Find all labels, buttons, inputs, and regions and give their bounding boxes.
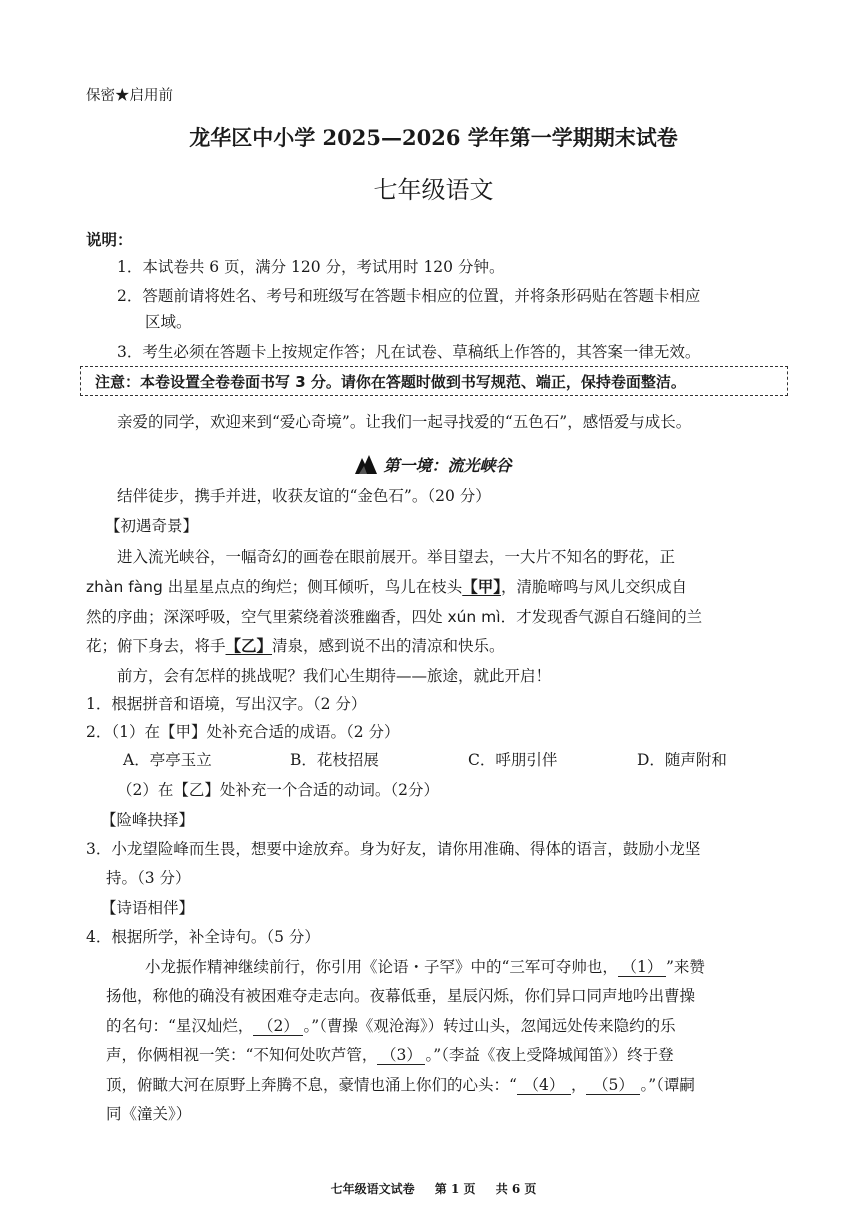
option-b: B．花枝招展	[290, 751, 379, 769]
instruction-item-3: 3．考生必须在答题卡上按规定作答；凡在试卷、草稿纸上作答的，其答案一律无效。	[117, 343, 701, 361]
confidential-label: 保密★启用前	[86, 88, 173, 104]
instruction-item-2-cont: 区域。	[145, 313, 192, 331]
instruction-item-1: 1．本试卷共 6 页，满分 120 分，考试用时 120 分钟。	[117, 258, 505, 276]
subsection-peak-choice: 【险峰抉择】	[101, 811, 195, 829]
passage-text: ．才发现香气源自石缝间的兰	[500, 608, 703, 626]
blank-marker-jia: 【甲】	[462, 577, 502, 596]
blank-marker-yi: 【乙】	[225, 636, 273, 655]
pinyin-zhanfang: zhàn fàng	[86, 578, 163, 596]
passage-line-4	[86, 634, 505, 656]
footer-exam-name: 七年级语文试卷	[330, 1182, 415, 1196]
passage-line-5: 前方，会有怎样的挑战呢？我们心生期待——旅途，就此开启！	[117, 667, 552, 685]
exam-title: 龙华区中小学 2025—2026 学年第一学期期末试卷	[189, 125, 678, 150]
instructions-heading: 说明：	[86, 230, 133, 249]
passage-line-1: 进入流光峡谷，一幅奇幻的画卷在眼前展开。举目望去，一大片不知名的野花，正	[117, 548, 676, 566]
question-1: 1．根据拼音和语境，写出汉字。（2 分）	[86, 695, 367, 713]
option-c: C．呼朋引伴	[468, 751, 558, 769]
passage-line-3	[86, 605, 702, 627]
poem-line-2: 扬他，称他的确没有被困难夺走志向。夜幕低垂，星辰闪烁，你们异口同声地吟出曹操	[106, 987, 696, 1005]
greeting: 亲爱的同学，欢迎来到“爱心奇境”。让我们一起寻找爱的“五色石”，感悟爱与成长。	[117, 413, 692, 431]
passage-text: 小龙振作精神继续前行，你引用《论语・子罕》中的“三军可夺帅也，	[145, 958, 618, 976]
answer-blank-5: （5）	[586, 1077, 640, 1095]
answer-blank-4: （4）	[517, 1077, 571, 1095]
poem-line-4	[106, 1043, 674, 1065]
pinyin-xunmi: xún mì	[447, 608, 501, 626]
subsection-poetry: 【诗语相伴】	[101, 899, 195, 917]
footer-page-number: 第 1 页	[434, 1182, 476, 1196]
page-footer	[0, 1180, 867, 1197]
poem-line-3	[106, 1014, 676, 1036]
notice-box	[80, 366, 788, 396]
passage-text: ”来赞	[665, 958, 705, 976]
exam-subtitle: 七年级语文	[373, 176, 494, 204]
option-d: D．随声附和	[637, 751, 727, 769]
footer-total-pages: 共 6 页	[495, 1182, 537, 1196]
poem-line-5	[106, 1073, 695, 1095]
poem-line-1	[145, 955, 705, 977]
notice-text: 注意：本卷设置全卷卷面书写 3 分。请你在答题时做到书写规范、端正，保持卷面整洁。	[95, 373, 686, 391]
passage-text: 的名句：“星汉灿烂，	[106, 1017, 254, 1035]
answer-blank-2: （2）	[253, 1018, 303, 1036]
question-4: 4．根据所学，补全诗句。（5 分）	[86, 928, 320, 946]
mountain-icon	[355, 454, 377, 474]
section-title: 第一境：流光峡谷	[383, 456, 512, 475]
answer-blank-3: （3）	[377, 1047, 425, 1065]
section-intro: 结伴徒步，携手并进，收获友谊的“金色石”。（20 分）	[117, 487, 491, 505]
poem-line-6: 同《潼关》）	[106, 1105, 192, 1123]
passage-text: 声，你俩相视一笑：“不知何处吹芦管，	[106, 1046, 378, 1064]
passage-text: 。”（谭嗣	[640, 1076, 695, 1094]
passage-text: 。”（曹操《观沧海》）转过山头，忽闻远处传来隐约的乐	[303, 1017, 676, 1035]
passage-text: ，	[570, 1076, 587, 1094]
section-heading	[0, 453, 867, 476]
passage-text: ，清脆啼鸣与风儿交织成自	[501, 578, 688, 596]
subsection-first-encounter: 【初遇奇景】	[105, 517, 199, 535]
passage-text: 清泉，感到说不出的清凉和快乐。	[272, 637, 505, 655]
instruction-item-2: 2．答题前请将姓名、考号和班级写在答题卡相应的位置，并将条形码贴在答题卡相应	[117, 287, 701, 305]
passage-text: 顶，俯瞰大河在原野上奔腾不息，豪情也涌上你们的心头：“	[106, 1076, 517, 1094]
question-2-part-2: （2）在【乙】处补充一个合适的动词。（2分）	[117, 781, 439, 799]
question-3-line-2: 持。（3 分）	[106, 869, 191, 887]
passage-text: 然的序曲；深深呼吸，空气里萦绕着淡雅幽香，四处	[86, 608, 448, 626]
answer-blank-1: （1）	[618, 959, 666, 977]
question-2-part-1: 2．（1）在【甲】处补充合适的成语。（2 分）	[86, 723, 400, 741]
option-a: A．亭亭玉立	[123, 751, 212, 769]
passage-text: 出星星点点的绚烂；侧耳倾听，鸟儿在枝头	[162, 578, 463, 596]
passage-text: 花；俯下身去，将手	[86, 637, 226, 655]
passage-line-2	[86, 575, 687, 597]
passage-text: 。”（李益《夜上受降城闻笛》）终于登	[425, 1046, 674, 1064]
question-3-line-1: 3．小龙望险峰而生畏，想要中途放弃。身为好友，请你用准确、得体的语言，鼓励小龙坚	[86, 840, 701, 858]
